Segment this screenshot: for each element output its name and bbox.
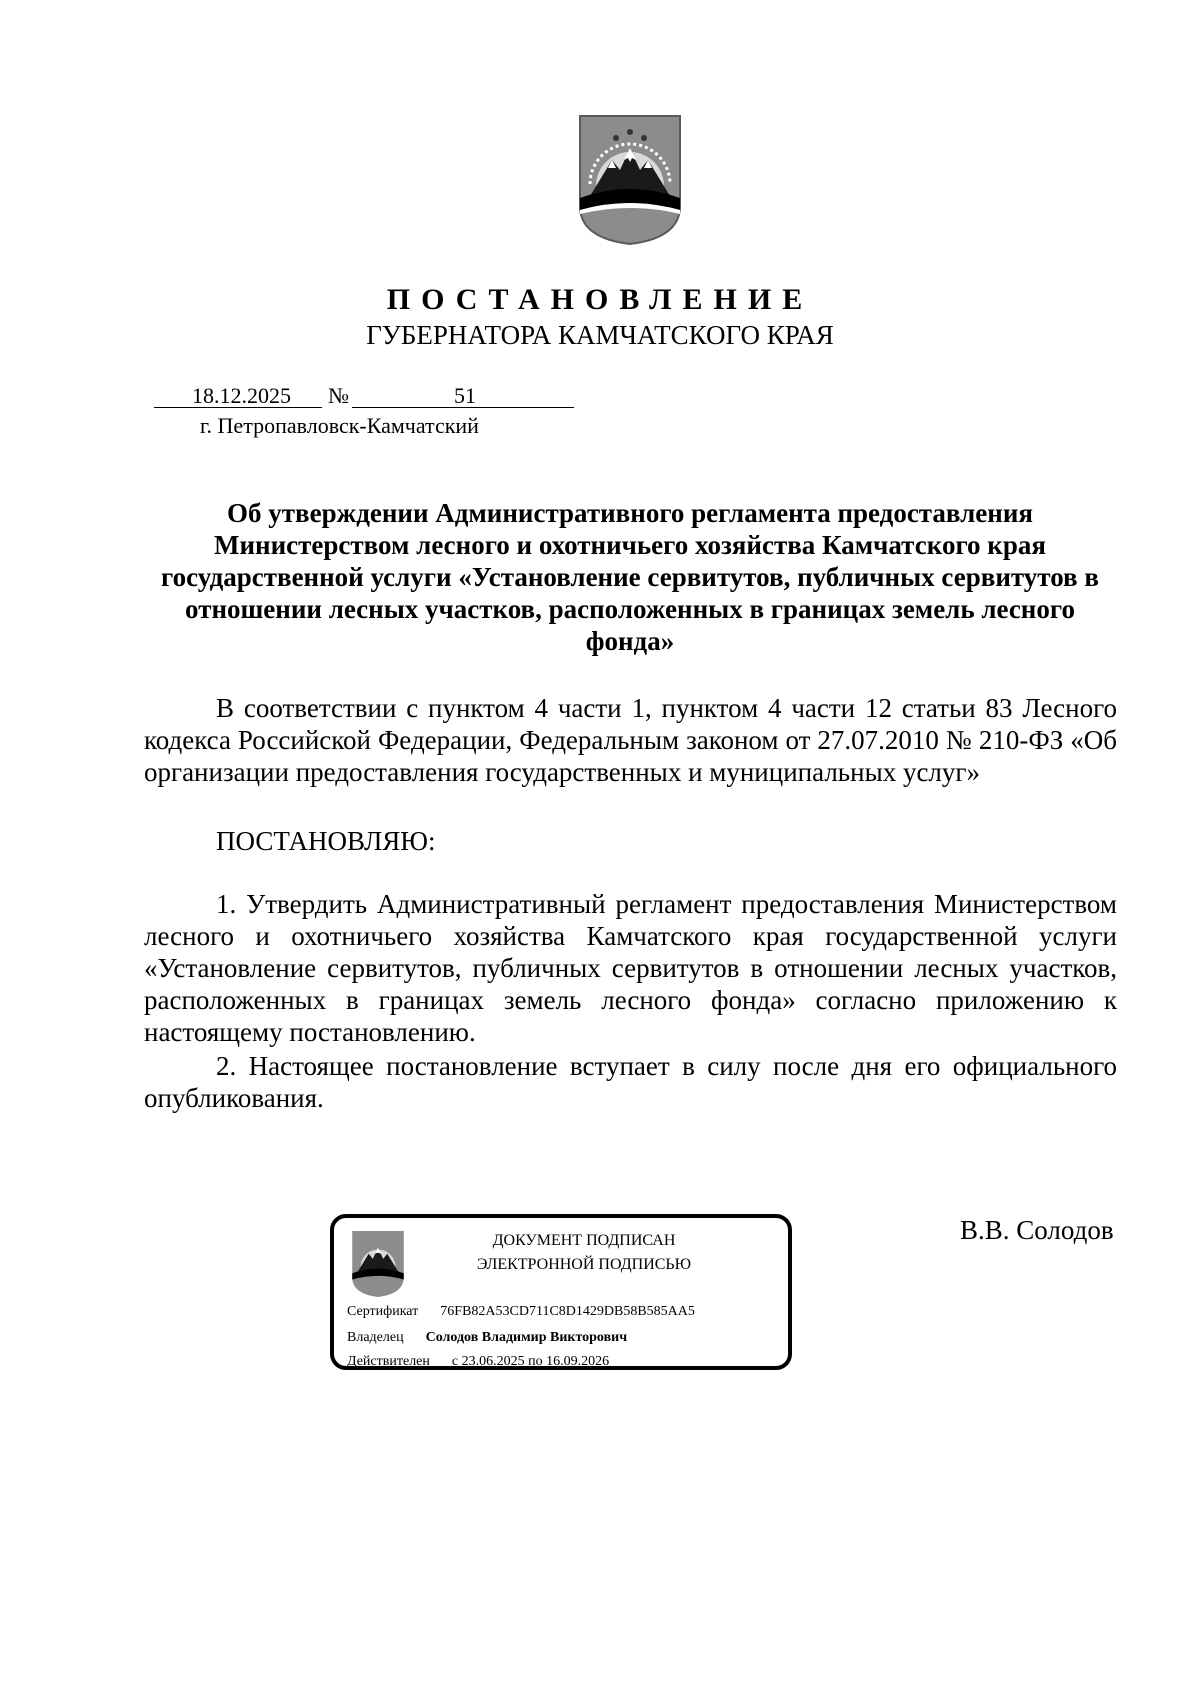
issuer-heading: ГУБЕРНАТОРА КАМЧАТСКОГО КРАЯ [366, 320, 834, 350]
registration-line [154, 383, 574, 411]
stamp-heading-line-2: ЭЛЕКТРОННОЙ ПОДПИСЬЮ [476, 1256, 692, 1273]
document-type-heading: ПОСТАНОВЛЕНИЕ [386, 283, 814, 316]
stamp-heading-line-1: ДОКУМЕНТ ПОДПИСАН [492, 1232, 676, 1249]
coat-of-arms-icon [350, 1230, 406, 1298]
stamp-owner-row [347, 1328, 627, 1348]
stamp-validity-row [347, 1352, 609, 1372]
certificate-label: Сертификат [347, 1304, 419, 1319]
document-title: Об утверждении Административного регламента предоставления Министерством лесного и охотничьего хозяйства Камчатского края государственной услуги «Установление сервитутов, публичных сервитутов в отношении лесных участков, расположенных в границах земель лесного фонда» [161, 498, 1099, 656]
validity-value: с 23.06.2025 по 16.09.2026 [451, 1354, 610, 1369]
document-number: 51 [454, 383, 476, 408]
certificate-value: 76FB82A53CD711C8D1429DB58B585AA5 [440, 1304, 695, 1319]
stamp-certificate-row [347, 1302, 695, 1322]
validity-label: Действителен [347, 1354, 430, 1369]
preamble-paragraph: В соответствии с пунктом 4 части 1, пунктом 4 части 12 статьи 83 Лесного кодекса Российской Федерации, Федеральным законом от 27.07.2010 № 210-ФЗ «Об организации предоставления государственных и муниципальных услуг» [144, 693, 1117, 787]
electronic-signature-stamp [330, 1214, 792, 1370]
document-date: 18.12.2025 [192, 383, 291, 408]
number-sign: № [328, 383, 349, 408]
owner-value: Солодов Владимир Викторович [425, 1330, 628, 1345]
item-1-paragraph: 1. Утвердить Административный регламент предоставления Министерством лесного и охотничьего хозяйства Камчатского края государственной услуги «Установление сервитутов, публичных сервитутов в отношении лесных участков, расположенных в границах земель лесного фонда» согласно приложению к настоящему постановлению. [144, 889, 1117, 1047]
owner-label: Владелец [347, 1330, 404, 1345]
decree-word: ПОСТАНОВЛЯЮ: [216, 826, 436, 856]
document-city: г. Петропавловск-Камчатский [200, 413, 479, 438]
signer-name: В.В. Солодов [960, 1215, 1114, 1245]
coat-of-arms-icon [576, 114, 684, 246]
item-2-paragraph: 2. Настоящее постановление вступает в силу после дня его официального опубликования. [144, 1051, 1117, 1113]
